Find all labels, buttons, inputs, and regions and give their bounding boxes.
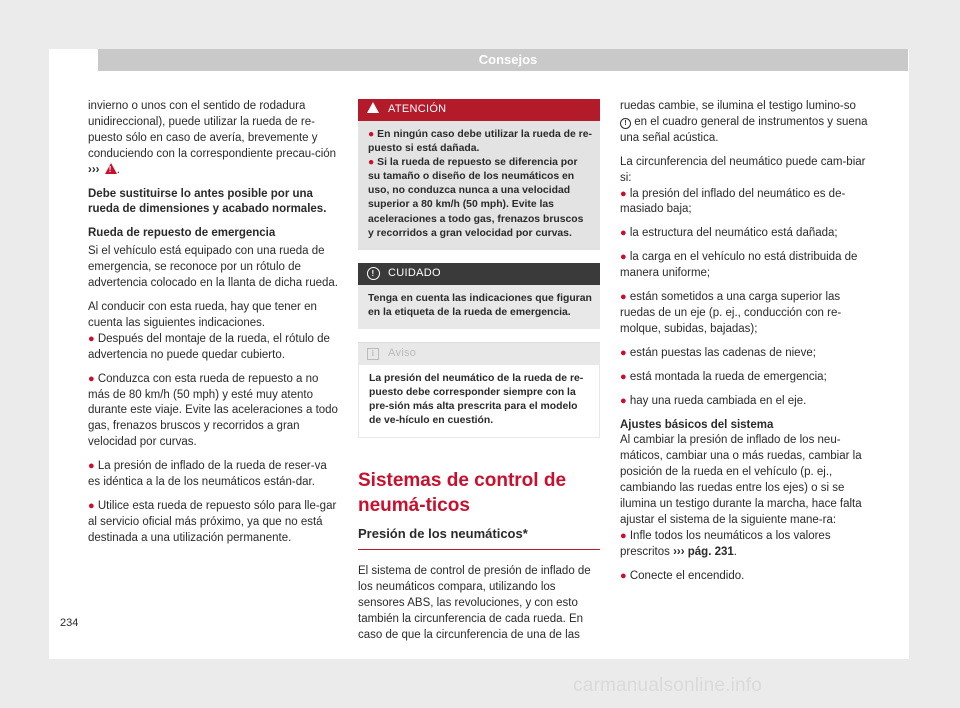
caution-box	[358, 263, 600, 329]
note-title: Aviso	[388, 346, 417, 359]
note-box-header	[358, 342, 600, 365]
warning-triangle-icon	[105, 163, 117, 174]
warning-icon	[367, 102, 379, 113]
list-item: ● Conduzca con esta rueda de repuesto a no más de 80 km/h (50 mph) y esté muy atento durante este viaje. Evite las aceleraciones a todo gas, frenazos bruscos y recorridos a gran velocidad por curvas.	[88, 372, 338, 449]
list-item: ● hay una rueda cambiada en el eje.	[620, 394, 807, 407]
list-item: ● Infle todos los neumáticos a los valores prescritos ››› pág. 231.	[620, 529, 831, 558]
list-item: ● están sometidos a una carga superior las ruedas de un eje (p. ej., conducción con re-molque, subidas, bajadas);	[620, 291, 842, 335]
paragraph: La circunferencia del neumático puede cam-biar si:	[620, 155, 866, 184]
list-item: ● Utilice esta rueda de repuesto sólo para lle-gar al servicio oficial más próximo, ya que no está destinada a una utilización permanente.	[88, 499, 337, 544]
section-title: Sistemas de control de neumá-ticos	[358, 470, 567, 517]
caution-circle-icon: !	[367, 267, 380, 280]
list-item: ● Después del montaje de la rueda, el rótulo de advertencia no puede quedar cubierto.	[88, 332, 330, 361]
info-icon: i	[367, 348, 379, 360]
paragraph: invierno o unos con el sentido de rodadura unidireccional), puede utilizar la rueda de re-puesto sólo en caso de avería, brevemente y conduciendo con la correspondiente precau-ción ››› ! .	[88, 99, 338, 179]
list-item: ● la carga en el vehículo no está distribuida de manera uniforme;	[620, 251, 858, 280]
column-middle	[358, 99, 600, 652]
reference-arrows: ›››	[673, 545, 685, 558]
manual-page	[49, 49, 909, 659]
note-box	[358, 342, 600, 438]
page-header-title: Consejos	[478, 52, 538, 67]
list-item: ● Si la rueda de repuesto se diferencia por su tamaño o diseño de los neumáticos en uso, no conduzca nunca a una velocidad superior a 80 km/h (50 mph). Evite las aceleraciones a todo gas, frenazos bruscos y recorridos a gran velocidad por curvas.	[368, 157, 584, 239]
paragraph-bold: Debe sustituirse lo antes posible por una rueda de dimensiones y acabado normales.	[88, 187, 327, 216]
paragraph: ruedas cambie, se ilumina el testigo lumino-so ! en el cuadro general de instrumentos y suena una señal acústica.	[620, 100, 868, 144]
page-header	[98, 49, 908, 71]
watermark: carmanualsonline.info	[573, 675, 763, 696]
warning-box-header	[358, 99, 600, 121]
subheading: Ajustes básicos del sistema	[620, 418, 774, 431]
paragraph: Al conducir con esta rueda, hay que tener en cuenta las siguientes indicaciones.	[88, 300, 317, 329]
list-item: ● está montada la rueda de emergencia;	[620, 370, 827, 383]
list-item: ● Conecte el encendido.	[620, 569, 745, 582]
section-subtitle: Presión de los neumáticos*	[358, 526, 600, 550]
column-left	[88, 99, 338, 555]
column-right	[620, 99, 870, 593]
subheading: Rueda de repuesto de emergencia	[88, 227, 276, 240]
list-item: ● la estructura del neumático está dañada;	[620, 227, 838, 240]
warning-box	[358, 99, 600, 250]
caution-box-header	[358, 263, 600, 285]
page-number: 234	[60, 617, 79, 629]
tyre-pressure-warning-icon: !	[620, 118, 631, 129]
reference-arrows: ›››	[88, 163, 100, 176]
list-item: ● la presión del inflado del neumático es de-masiado baja;	[620, 187, 846, 216]
paragraph: Al cambiar la presión de inflado de los neu-máticos, cambiar una o más ruedas, cambiar la posición de la rueda en el vehículo (p. ej., cambiando las ruedas entre los ejes) o si se ilumina un testigo durante la marcha, hace falta ajustar el sistema de la siguiente mane-ra:	[620, 434, 862, 526]
warning-title: ATENCIÓN	[388, 103, 447, 116]
caution-title: CUIDADO	[388, 266, 441, 279]
paragraph: Si el vehículo está equipado con una rueda de emergencia, se reconoce por un rótulo de advertencia colocado en la llanta de dicha rueda.	[88, 245, 338, 290]
list-item: ● La presión de inflado de la rueda de reser-va es idéntica a la de los neumáticos están-dar.	[88, 460, 327, 489]
warning-box-body	[358, 121, 600, 250]
note-box-body: La presión del neumático de la rueda de re-puesto debe corresponder siempre con la pre-sión más alta prescrita para el modelo de ve-hículo en cuestión.	[358, 365, 600, 438]
list-item: ● En ningún caso debe utilizar la rueda de re-puesto si está dañada.	[368, 129, 592, 155]
paragraph: El sistema de control de presión de inflado de los neumáticos compara, utilizando los sensores ABS, las revoluciones, y con esto también la circunferencia de cada rueda. En caso de que la circunferencia de una de las	[358, 565, 591, 641]
page-reference-link[interactable]: pág. 231	[687, 545, 734, 558]
list-item: ● están puestas las cadenas de nieve;	[620, 346, 816, 359]
caution-box-body: Tenga en cuenta las indicaciones que figuran en la etiqueta de la rueda de emergencia.	[358, 285, 600, 329]
